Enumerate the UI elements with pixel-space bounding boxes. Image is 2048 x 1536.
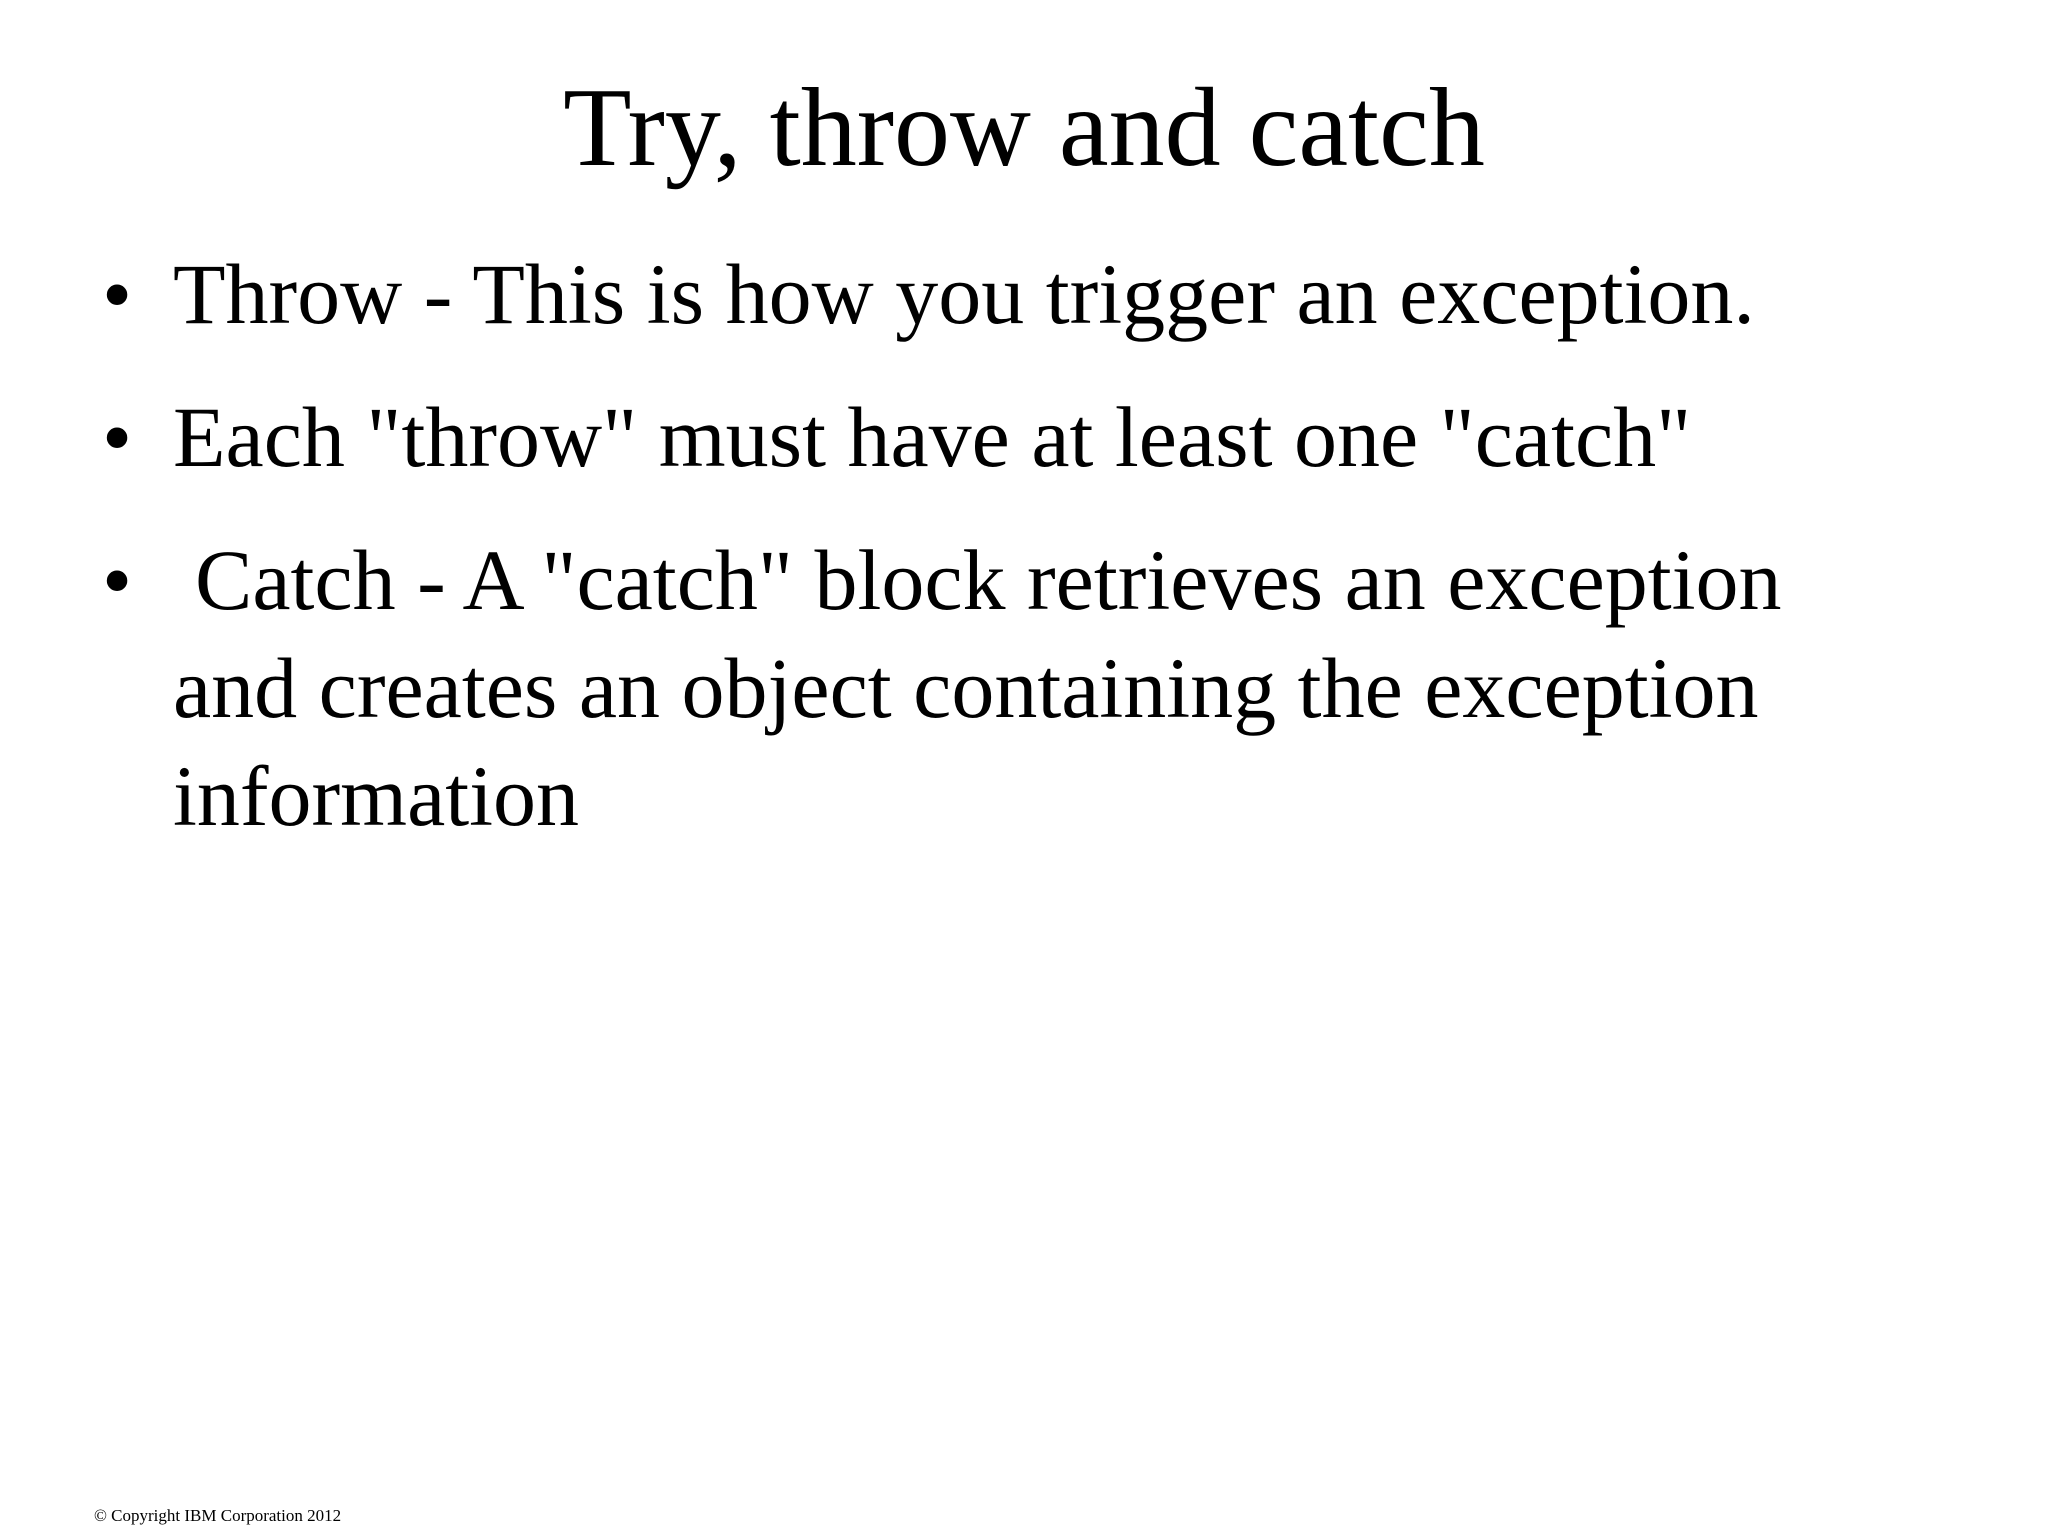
bullet-text: Throw - This is how you trigger an exception. xyxy=(173,246,1755,342)
bullet-dot-icon: • xyxy=(102,389,133,485)
bullet-text-line: information xyxy=(173,748,580,844)
slide-title: Try, throw and catch xyxy=(563,66,1485,190)
bullet-text: Each "throw" must have at least one "catch" xyxy=(173,389,1692,485)
copyright-footer: © Copyright IBM Corporation 2012 xyxy=(94,1506,342,1525)
bullet-text-line: and creates an object containing the exception xyxy=(173,640,1759,736)
bullet-dot-icon: • xyxy=(102,246,133,342)
bullet-text-line: Catch - A "catch" block retrieves an exception xyxy=(195,532,1782,628)
bullet-text xyxy=(173,526,2013,850)
bullet-dot-icon: • xyxy=(102,532,133,628)
